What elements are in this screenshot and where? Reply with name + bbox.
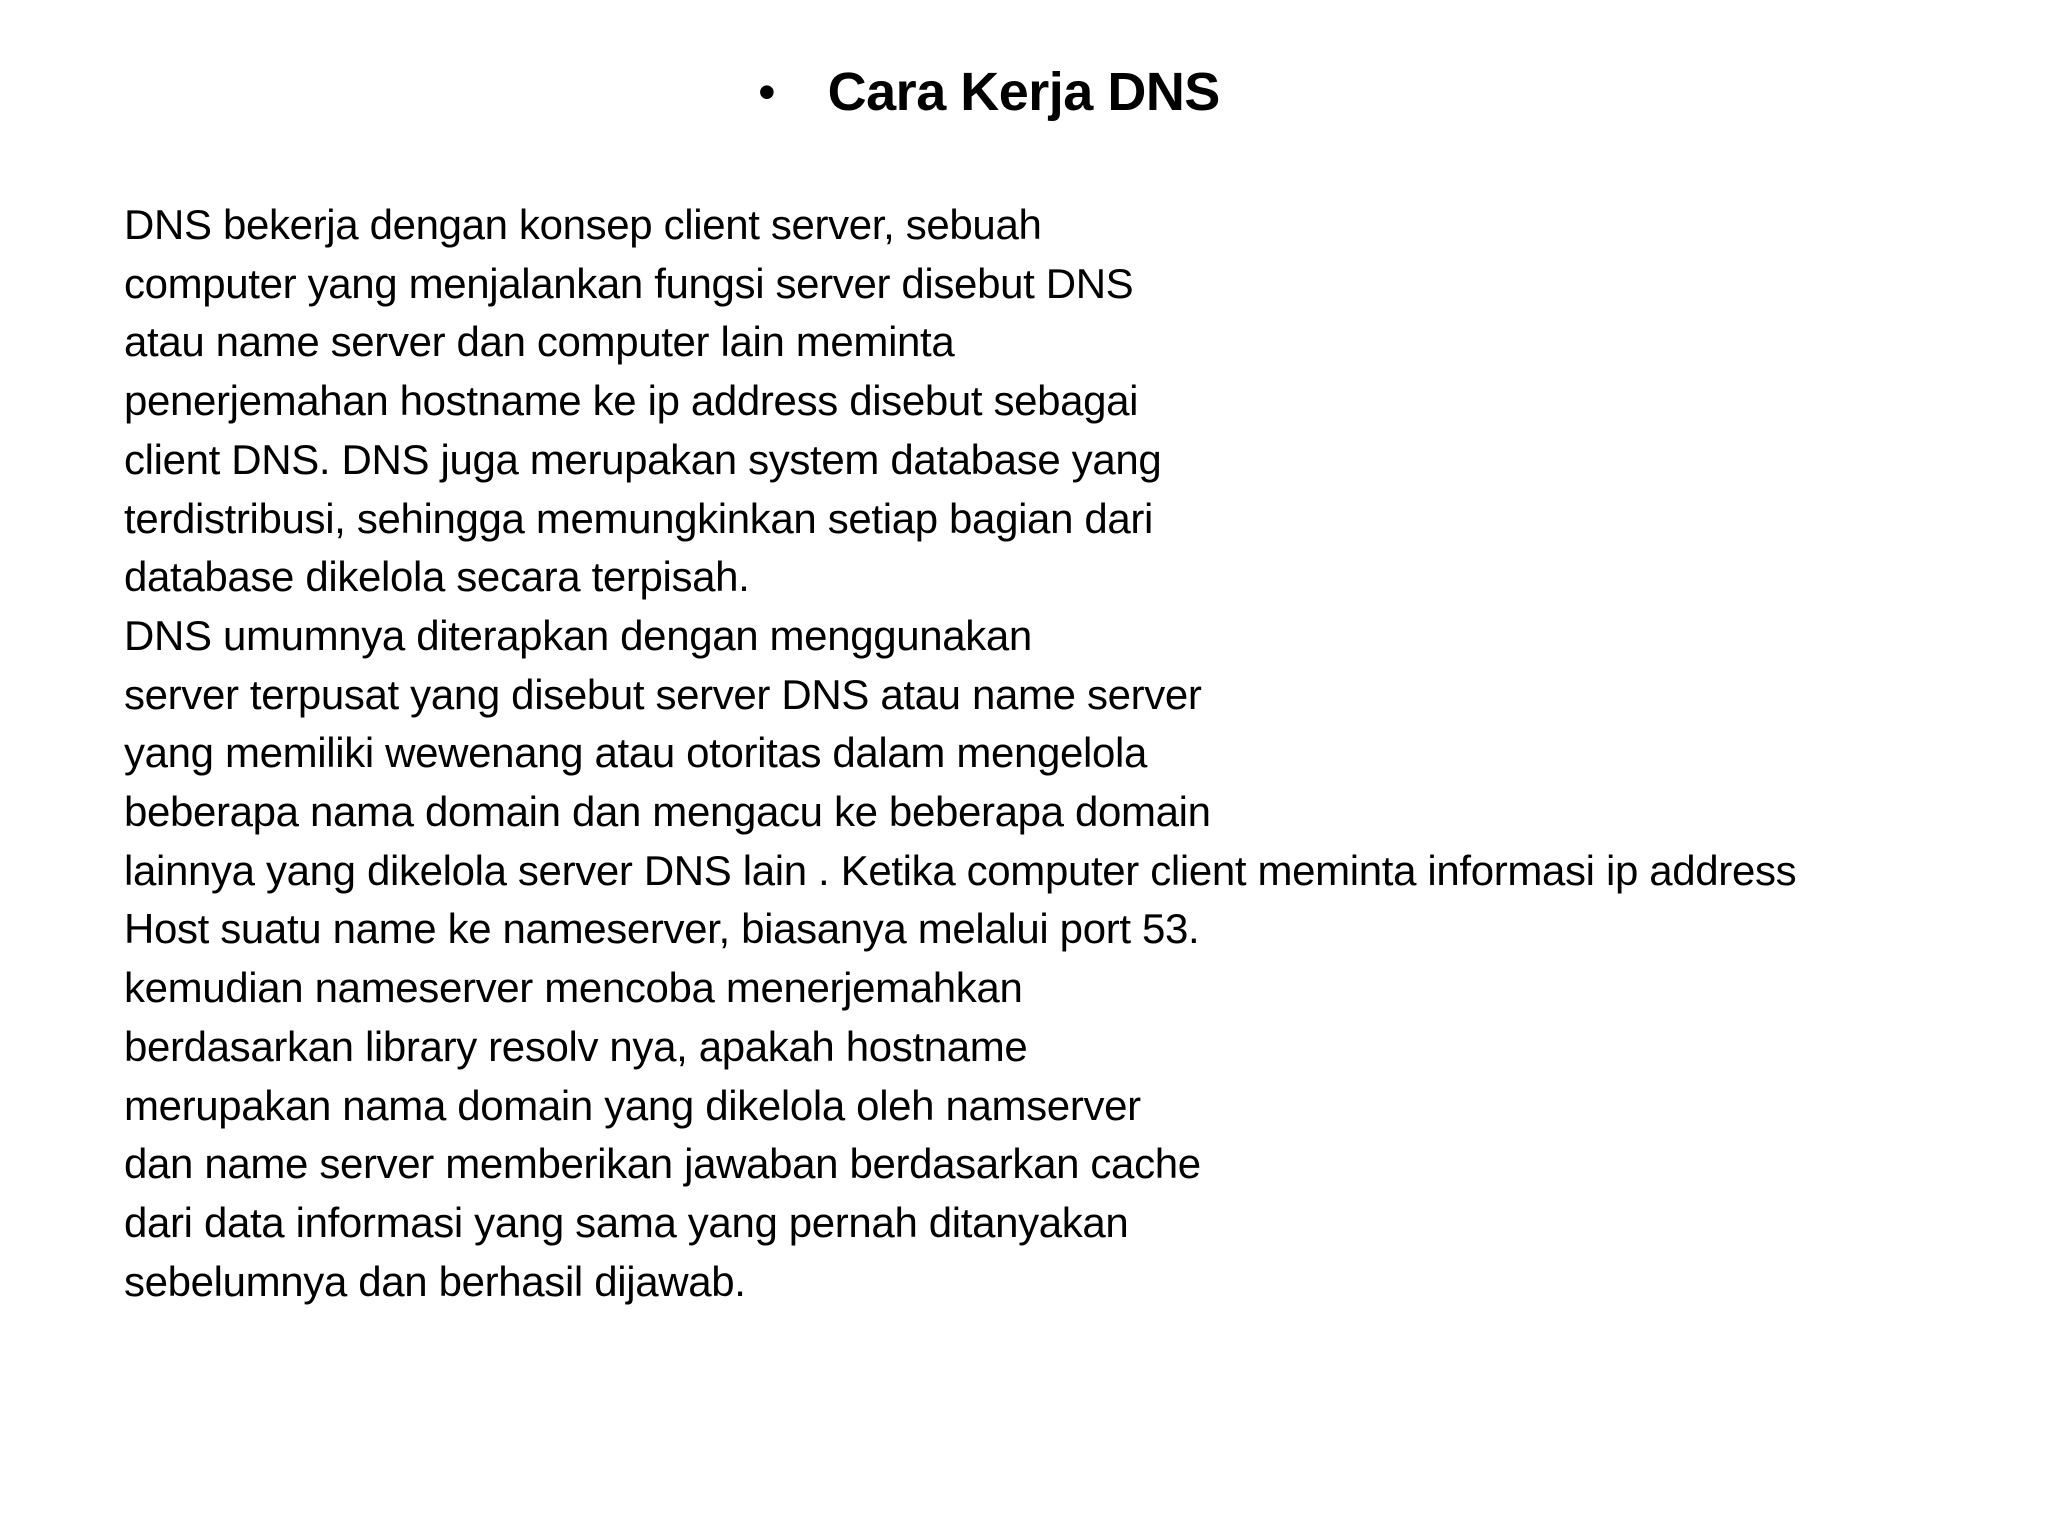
slide-title: Cara Kerja DNS	[827, 62, 1220, 122]
body-line: kemudian nameserver mencoba menerjemahkan	[124, 964, 1023, 1012]
body-line: computer yang menjalankan fungsi server disebut DNS	[124, 259, 1134, 307]
slide-title-row	[0, 62, 2048, 122]
body-line: merupakan nama domain yang dikelola oleh namserver	[124, 1081, 1141, 1129]
body-line: atau name server dan computer lain meminta	[124, 318, 955, 366]
body-line: client DNS. DNS juga merupakan system database yang	[124, 435, 1162, 483]
body-line: database dikelola secara terpisah.	[124, 553, 750, 601]
body-text	[124, 196, 2024, 1311]
body-line: terdistribusi, sehingga memungkinkan setiap bagian dari	[124, 494, 1154, 542]
bullet-icon: •	[758, 64, 776, 120]
body-line: DNS umumnya diterapkan dengan menggunakan	[124, 611, 1032, 659]
body-line: dan name server memberikan jawaban berdasarkan cache	[124, 1140, 1201, 1188]
body-line: berdasarkan library resolv nya, apakah hostname	[124, 1022, 1028, 1070]
body-line: lainnya yang dikelola server DNS lain . Ketika computer client meminta informasi ip address	[124, 846, 1797, 894]
body-line: beberapa nama domain dan mengacu ke beberapa domain	[124, 788, 1211, 836]
body-line: penerjemahan hostname ke ip address disebut sebagai	[124, 377, 1139, 425]
body-line: sebelumnya dan berhasil dijawab.	[124, 1257, 746, 1305]
body-line: dari data informasi yang sama yang pernah ditanyakan	[124, 1198, 1129, 1246]
body-line: Host suatu name ke nameserver, biasanya melalui port 53.	[124, 905, 1200, 953]
body-line: yang memiliki wewenang atau otoritas dalam mengelola	[124, 729, 1148, 777]
body-line: server terpusat yang disebut server DNS atau name server	[124, 670, 1202, 718]
body-line: DNS bekerja dengan konsep client server, sebuah	[124, 201, 1042, 248]
